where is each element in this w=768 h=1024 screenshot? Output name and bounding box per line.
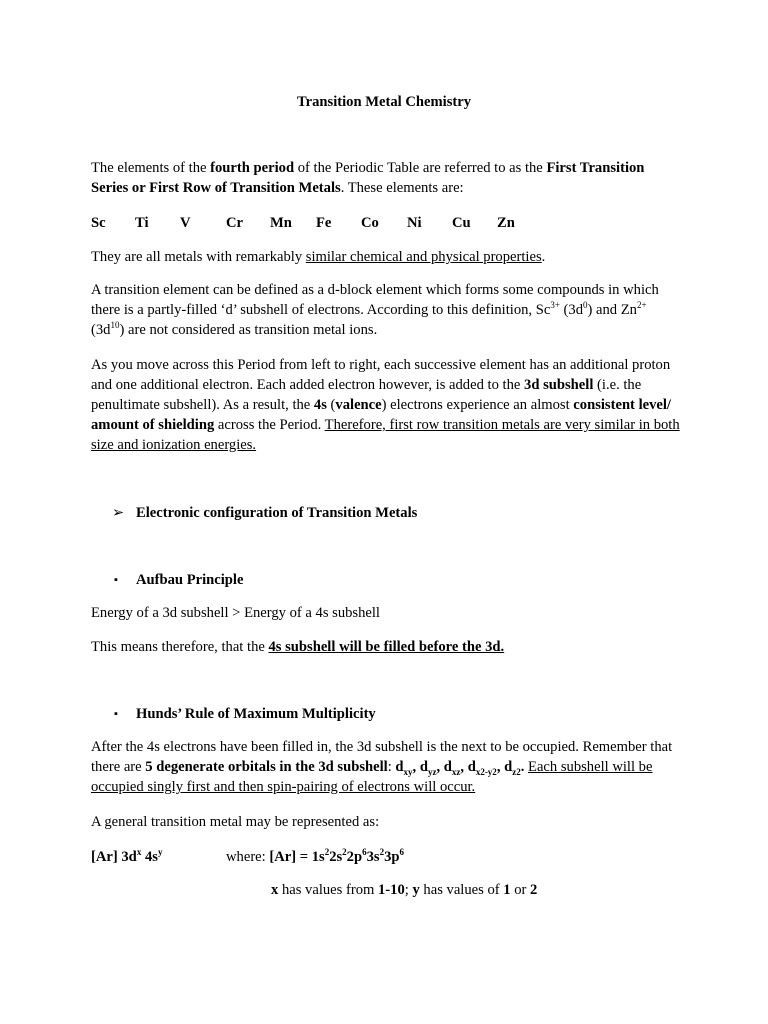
element-symbol: Ti — [135, 215, 149, 231]
metals-paragraph: They are all metals with remarkably similar chemical and physical properties. — [91, 249, 546, 265]
element-symbol: Zn — [497, 215, 515, 231]
energy-line: Energy of a 3d subshell > Energy of a 4s subshell — [91, 605, 380, 621]
element-symbol: Fe — [316, 215, 332, 231]
element-symbol: Sc — [91, 215, 106, 231]
period-paragraph: As you move across this Period from left to right, each successive element has an additional proton and one additional electron. Each added electron however, is added to the 3d subshell (i.e. the penultimate subshell). As a result, the 4s (valence) electrons experience an almost consistent level/ amount of shielding across the Period. Therefore, first row transition metals are very similar in both size and ionization energies. — [91, 357, 680, 453]
section-heading: Electronic configuration of Transition Metals — [136, 505, 418, 521]
square-bullet-icon: ▪ — [114, 708, 118, 720]
element-symbol: Co — [361, 215, 379, 231]
hund-heading: Hunds’ Rule of Maximum Multiplicity — [136, 706, 376, 722]
element-symbol: Cr — [226, 215, 244, 231]
element-symbol: Ni — [407, 215, 422, 231]
value-ranges: x has values from 1-10; y has values of 1 or 2 — [271, 882, 538, 898]
element-symbol: Cu — [452, 215, 471, 231]
hund-paragraph: After the 4s electrons have been filled in, the 3d subshell is the next to be occupied. Remember that there are 5 degenerate orbitals in the 3d subshell: $d_{xy}$, $d_{yz}$, $d_{xz}$, $d_{x2-y2}$, $d_{z2}$. Each subshell will be occupied singly first and then spin-pairing of electrons will occur. — [91, 739, 673, 795]
aufbau-heading: Aufbau Principle — [136, 572, 244, 588]
general-formula: [Ar] $3d^x$ $4s^y$ — [91, 847, 163, 865]
general-representation-line: A general transition metal may be represented as: — [91, 814, 380, 830]
element-symbol: V — [180, 215, 191, 231]
arrow-bullet-icon: ➢ — [112, 505, 125, 521]
argon-configuration: where: $[Ar] = 1s^22s^22p^63s^23p^6$ — [226, 847, 404, 865]
element-symbol: Mn — [270, 215, 292, 231]
definition-paragraph: A transition element can be defined as a d-block element which forms some compounds in which there is a partly-filled ‘d’ subshell of electrons. According to this definition, $Sc^{3+}$ $(3d^0)$ and $Zn^{2+}$ $(3d^{10})$ are not considered as transition metal ions. — [91, 282, 659, 338]
filling-order-line: This means therefore, that the 4s subshell will be filled before the 3d. — [91, 639, 505, 655]
intro-paragraph: The elements of the fourth period of the Periodic Table are referred to as the First Transition Series or First Row of Transition Metals. These elements are: — [91, 160, 645, 196]
page-title: Transition Metal Chemistry — [296, 94, 472, 110]
square-bullet-icon: ▪ — [114, 574, 118, 586]
